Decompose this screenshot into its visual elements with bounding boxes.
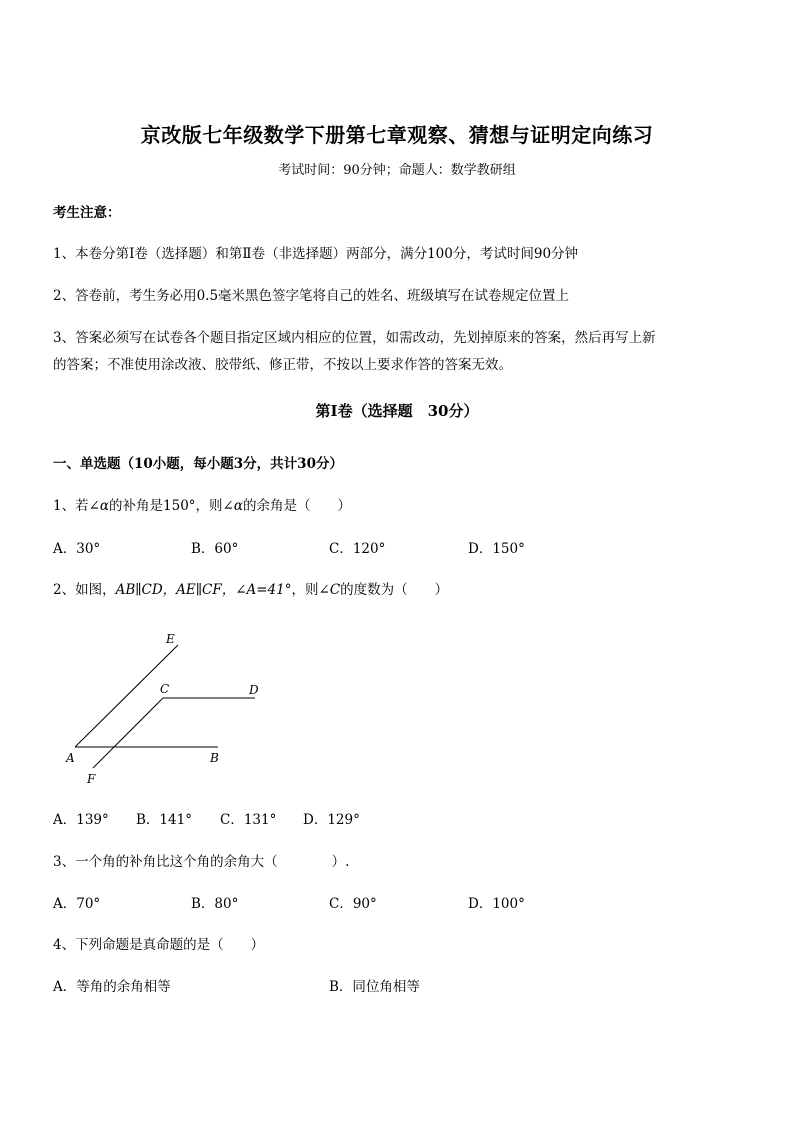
q2-option-a[interactable]: A．139°: [53, 812, 109, 828]
label-b: B: [210, 751, 219, 765]
question-4: 4、下列命题是真命题的是（ ）: [53, 937, 265, 953]
q4-option-b[interactable]: B．同位角相等: [329, 979, 420, 995]
page-title: 京改版七年级数学下册第七章观察、猜想与证明定向练习: [140, 123, 654, 147]
label-f: F: [87, 772, 96, 786]
label-a: A: [66, 751, 75, 765]
label-c: C: [160, 682, 170, 696]
line-ae: [75, 645, 178, 747]
section-title: 第Ⅰ卷（选择题 30分）: [315, 402, 479, 420]
notice-heading: 考生注意：: [53, 205, 121, 221]
q2-option-c[interactable]: C．131°: [220, 812, 277, 828]
notice-item-3-cont: 的答案；不准使用涂改液、胶带纸、修正带，不按以上要求作答的答案无效。: [53, 357, 512, 373]
line-cf: [93, 698, 163, 768]
q3-option-a[interactable]: A．70°: [53, 896, 101, 912]
geometry-figure: [60, 625, 280, 790]
question-1: 1、若∠α的补角是150°，则∠α的余角是（ ）: [53, 498, 351, 514]
label-e: E: [166, 632, 175, 646]
exam-info: 考试时间：90分钟；命题人：数学教研组: [278, 163, 516, 178]
notice-item-1: 1、本卷分第Ⅰ卷（选择题）和第Ⅱ卷（非选择题）两部分，满分100分，考试时间90分钟: [53, 246, 579, 262]
q3-option-d[interactable]: D．100°: [468, 896, 525, 912]
notice-item-2: 2、答卷前，考生务必用0.5毫米黑色签字笔将自己的姓名、班级填写在试卷规定位置上: [53, 288, 570, 304]
q4-option-a[interactable]: A．等角的余角相等: [53, 979, 171, 995]
q1-option-d[interactable]: D．150°: [468, 541, 525, 557]
question-3: 3、一个角的补角比这个角的余角大（ ）.: [53, 854, 350, 870]
q1-option-b[interactable]: B．60°: [191, 541, 239, 557]
q1-option-a[interactable]: A．30°: [53, 541, 101, 557]
label-d: D: [249, 683, 259, 697]
q3-option-c[interactable]: C．90°: [329, 896, 377, 912]
part-heading: 一、单选题（10小题，每小题3分，共计30分）: [53, 456, 343, 472]
q2-option-d[interactable]: D．129°: [303, 812, 360, 828]
q1-option-c[interactable]: C．120°: [329, 541, 386, 557]
notice-item-3: 3、答案必须写在试卷各个题目指定区域内相应的位置，如需改动，先划掉原来的答案，然后再写上新: [53, 330, 656, 346]
q2-option-b[interactable]: B．141°: [136, 812, 192, 828]
question-2: 2、如图，AB∥CD，AE∥CF，∠A=41°，则∠C的度数为（ ）: [53, 582, 449, 598]
q3-option-b[interactable]: B．80°: [191, 896, 239, 912]
